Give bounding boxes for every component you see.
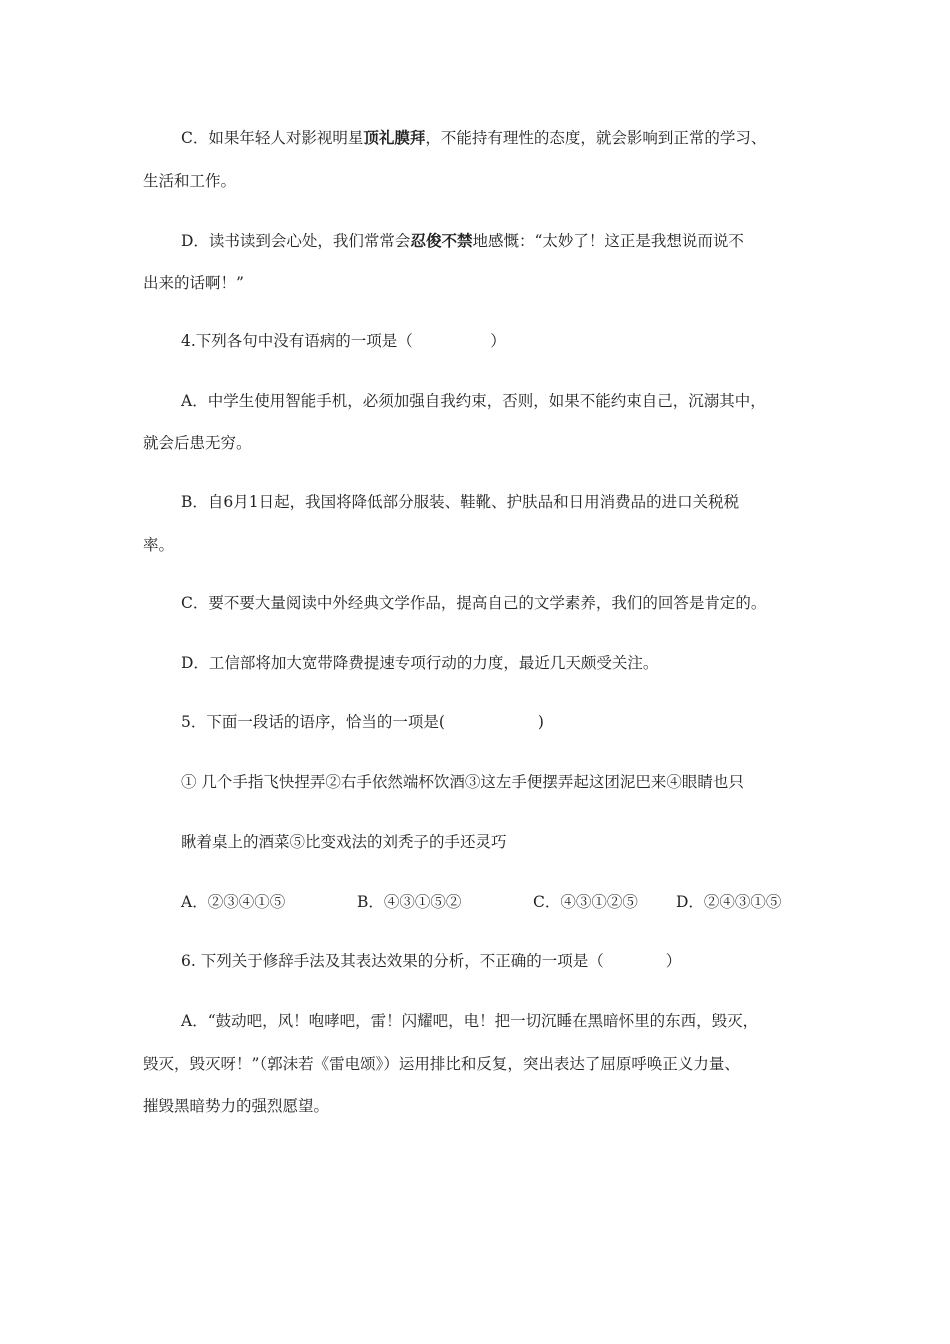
q6-option-a-line2: 毁灭，毁灭呀！”（郭沫若《雷电颂》）运用排比和反复，突出表达了屈原呼唤正义力量、 [143,1055,740,1073]
q6-option-a-line1: A．“鼓动吧，风！咆哮吧，雷！闪耀吧，电！把一切沉睡在黑暗怀里的东西，毁灭， [181,1012,759,1030]
q3-option-c-bold-term: 顶礼膜拜 [363,129,426,147]
q3-option-c-line1 [181,127,766,149]
q5-passage-line2: 瞅着桌上的酒菜⑤比变戏法的刘秃子的手还灵巧 [181,833,507,851]
q5-option-a: A．②③④①⑤ [181,893,286,911]
q4-option-a-line2: 就会后患无穷。 [143,434,252,452]
q3-option-d-line2: 出来的话啊！” [143,274,244,292]
q5-stem: 5．下面一段话的语序，恰当的一项是( ) [181,713,544,731]
q6-stem: 6. 下列关于修辞手法及其表达效果的分析，不正确的一项是（ ） [181,952,682,970]
q3-option-d-bold-term: 忍俊不禁 [410,232,473,250]
q4-option-b-line1: B．自6月1日起，我国将降低部分服装、鞋靴、护肤品和日用消费品的进口关税税 [181,493,740,511]
q3-option-c-text-pre: C．如果年轻人对影视明星 [181,129,364,147]
q6-option-a-line3: 摧毁黑暗势力的强烈愿望。 [143,1097,330,1115]
q3-option-d-line1 [181,230,744,252]
q3-option-c-line2: 生活和工作。 [143,172,237,190]
q4-option-a-line1: A．中学生使用智能手机，必须加强自我约束，否则，如果不能约束自己，沉溺其中， [181,392,766,410]
q3-option-d-text-post: 地感慨：“太妙了！这正是我想说而说不 [472,232,744,250]
q5-passage-line1: ① 几个手指飞快捏弄②右手依然端杯饮酒③这左手便摆弄起这团泥巴来④眼睛也只 [181,773,744,791]
q4-stem: 4.下列各句中没有语病的一项是（ ） [181,332,506,350]
q5-option-b: B．④③①⑤② [357,893,462,911]
q4-option-c: C．要不要大量阅读中外经典文学作品，提高自己的文学素养，我们的回答是肯定的。 [181,594,767,612]
q5-option-c: C．④③①②⑤ [533,893,638,911]
q3-option-c-text-post: ，不能持有理性的态度，就会影响到正常的学习、 [425,129,767,147]
q4-option-b-line2: 率。 [143,536,175,554]
q5-option-d: D．②④③①⑤ [676,893,782,911]
q4-option-d: D．工信部将加大宽带降费提速专项行动的力度，最近几天颇受关注。 [181,654,659,672]
q3-option-d-text-pre: D．读书读到会心处，我们常常会 [181,232,411,250]
